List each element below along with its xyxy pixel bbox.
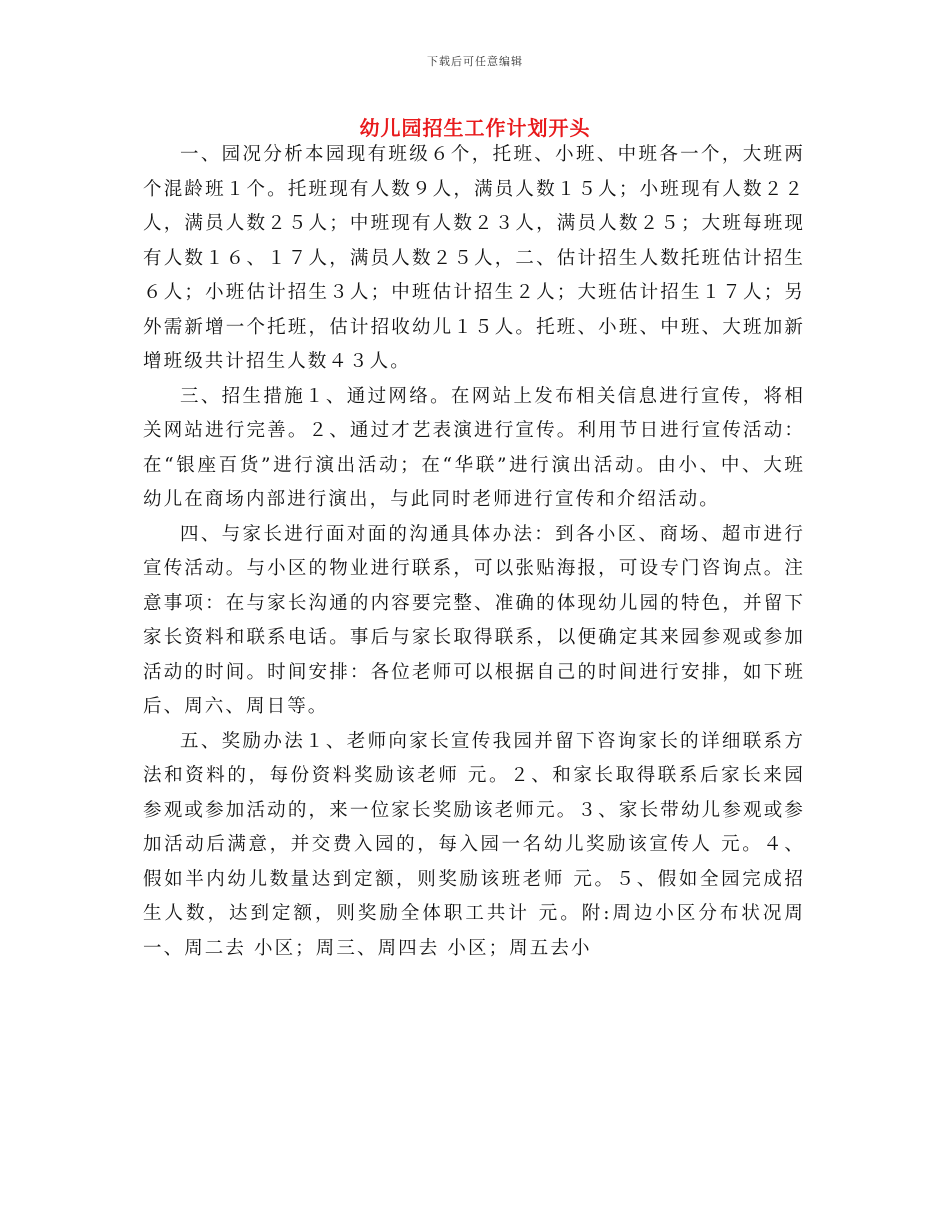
paragraph-enrollment-analysis: 一、园况分析本园现有班级６个，托班、小班、中班各一个，大班两个混龄班１个。托班现有人数９人，满员人数１５人；小班现有人数２２人，满员人数２５人；中班现有人数２３人，满员人数２５；大班每班现有人数１６、１７人，满员人数２５人，二、估计招生人数托班估计招生６人；小班估计招生３人；中班估计招生２人；大班估计招生１７人；另外需新增一个托班，估计招收幼儿１５人。托班、小班、中班、大班加新增班级共计招生人数４３人。	[143, 144, 805, 372]
header-note: 下载后可任意编辑	[427, 55, 523, 68]
paragraph-reward-methods: 五、奖励办法１、老师向家长宣传我园并留下咨询家长的详细联系方法和资料的，每份资料奖励该老师 元。２、和家长取得联系后家长来园参观或参加活动的，来一位家长奖励该老师元。３、家长带幼儿参观或参加活动后满意，并交费入园的，每入园一名幼儿奖励该宣传人 元。４、假如半内幼儿数量达到定额，则奖励该班老师 元。５、假如全园完成招生人数，达到定额，则奖励全体职工共计 元。附:周边小区分布状况周一、周二去 小区；周三、周四去 小区；周五去小	[143, 730, 805, 959]
paragraph-parent-communication: 四、与家长进行面对面的沟通具体办法：到各小区、商场、超市进行宣传活动。与小区的物业进行联系，可以张贴海报，可设专门咨询点。注意事项：在与家长沟通的内容要完整、准确的体现幼儿园的特色，并留下家长资料和联系电话。事后与家长取得联系，以便确定其来园参观或参加活动的时间。时间安排：各位老师可以根据自己的时间进行安排，如下班后、周六、周日等。	[143, 523, 805, 717]
document-body	[143, 138, 805, 966]
paragraph-enrollment-measures: 三、招生措施１、通过网络。在网站上发布相关信息进行宣传，将相关网站进行完善。２、通过才艺表演进行宣传。利用节日进行宣传活动：在“银座百货”进行演出活动；在“华联”进行演出活动。由小、中、大班幼儿在商场内部进行演出，与此同时老师进行宣传和介绍活动。	[143, 385, 805, 510]
document-title: 幼儿园招生工作计划开头	[359, 116, 591, 140]
